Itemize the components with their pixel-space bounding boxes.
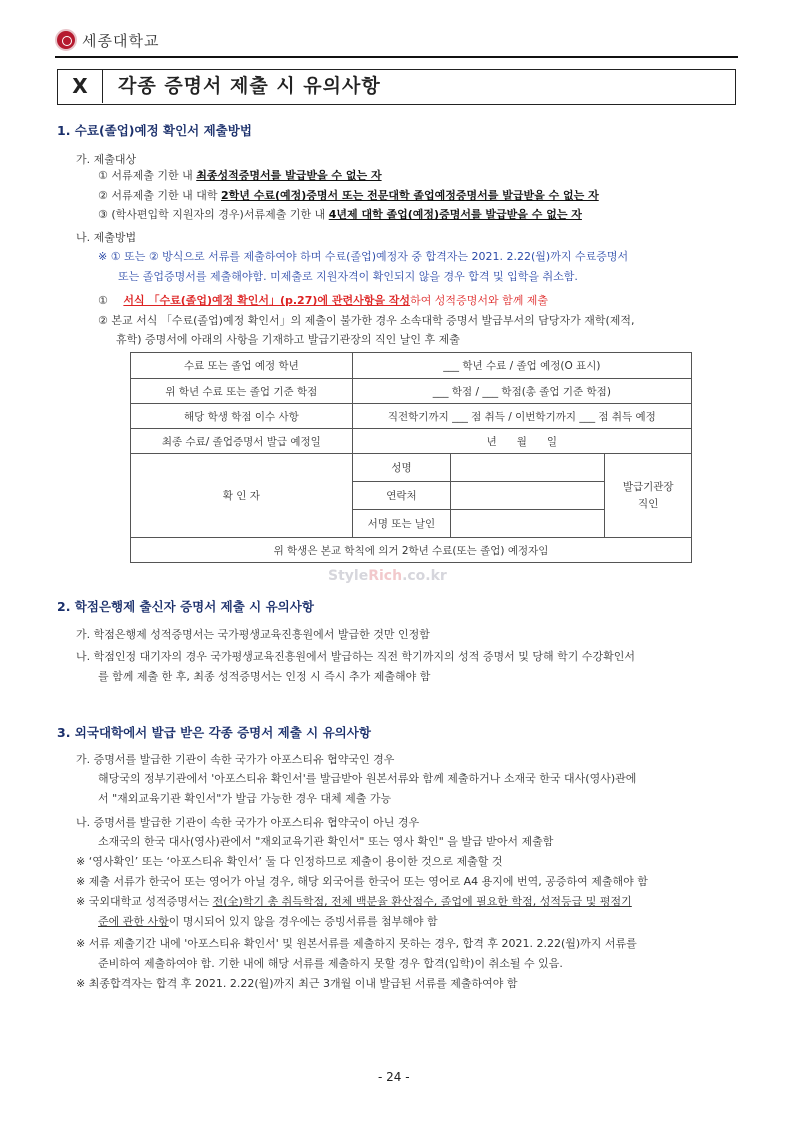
- s1-item-2: [98, 187, 599, 203]
- watermark-pre: Style: [328, 568, 369, 584]
- s3-note-5: ※ 최종합격자는 합격 후 2021. 2.22(월)까지 최근 3개월 이내 발급된 서류를 제출하여야 함: [76, 977, 518, 990]
- seal-label: 발급기관장 직인: [605, 454, 692, 538]
- s1-item-3-pre: ③ (학사편입학 지원자의 경우)서류제출 기한 내: [98, 208, 329, 221]
- s1-note-2: 또는 졸업증명서를 제출해야함. 미제출로 지원자격이 확인되지 않을 경우 합격 및 입학을 취소함.: [118, 270, 578, 283]
- page-number: - 24 -: [378, 1070, 410, 1084]
- r3-label: 해당 학생 학점 이수 사항: [131, 404, 353, 429]
- section-title-box: [57, 69, 736, 105]
- s1-item-2-bold: 2학년 수료(예정)증명서 또는 전문대학 졸업예정증명서를 발급받을 수 없는 자: [220, 189, 599, 202]
- s3-note-3: [76, 893, 632, 909]
- r1-label: 수료 또는 졸업 예정 학년: [131, 353, 353, 379]
- s1-ga: 가. 제출대상: [76, 153, 137, 166]
- university-logo: [55, 29, 77, 51]
- s1-method-1-num: ①: [98, 294, 108, 307]
- s3-note-3b-rest: 이 명시되어 있지 않을 경우에는 증빙서류를 첨부해야 함: [168, 915, 438, 928]
- section-number: X: [58, 70, 103, 103]
- s3-ga-3: 서 "재외교육기관 확인서"가 발급 가능한 경우 대체 제출 가능: [98, 792, 392, 805]
- s3-note-3b: [98, 913, 438, 929]
- s3-note-3-pre: ※ 국외대학교 성적증명서는: [76, 895, 213, 908]
- s1-item-3: [98, 206, 582, 222]
- s3-ga-1: 가. 증명서를 발급한 기관이 속한 국가가 아포스티유 협약국인 경우: [76, 753, 395, 766]
- s1-item-1: [98, 167, 382, 183]
- sign-label: 서명 또는 날인: [352, 510, 451, 538]
- r1-value: ___ 학년 수료 / 졸업 예정(O 표시): [352, 353, 691, 379]
- confirmation-form-table: [130, 352, 692, 563]
- s1-method-1-bold: 서식 「수료(졸업)예정 확인서」(p.27)에 관련사항을 작성: [123, 294, 411, 307]
- table-footer: 위 학생은 본교 학칙에 의거 2학년 수료(또는 졸업) 예정자임: [131, 538, 692, 563]
- r3-value: 직전학기까지 ___ 점 취득 / 이번학기까지 ___ 점 취득 예정: [352, 404, 691, 429]
- contact-label: 연락처: [352, 482, 451, 510]
- s1-note-1: ※ ① 또는 ② 방식으로 서류를 제출하여야 하며 수료(졸업)예정자 중 합격자는 2021. 2.22(월)까지 수료증명서: [98, 250, 629, 263]
- s3-note-1: ※ ‘영사확인’ 또는 ‘아포스티유 확인서’ 둘 다 인정하므로 제출이 용이한 것으로 제출할 것: [76, 855, 503, 868]
- s3-note-4a: ※ 서류 제출기간 내에 '아포스티유 확인서' 및 원본서류를 제출하지 못하는 경우, 합격 후 2021. 2.22(월)까지 서류를: [76, 937, 637, 950]
- s2-ga: 가. 학점은행제 성적증명서는 국가평생교육진흥원에서 발급한 것만 인정함: [76, 628, 430, 641]
- s1-item-1-bold: 최종성적증명서를 발급받을 수 없는 자: [196, 169, 382, 182]
- s1-method-1: [98, 292, 548, 308]
- watermark: [328, 568, 447, 584]
- s1-na: 나. 제출방법: [76, 231, 137, 244]
- r4-label: 최종 수료/ 졸업증명서 발급 예정일: [131, 429, 353, 454]
- header-divider: [55, 56, 738, 58]
- confirmer-label: 확 인 자: [131, 454, 353, 538]
- r4-value: 년 월 일: [352, 429, 691, 454]
- sign-field: [451, 510, 605, 538]
- s2-heading: 2. 학점은행제 출신자 증명서 제출 시 유의사항: [57, 599, 314, 614]
- university-name: 세종대학교: [82, 32, 160, 50]
- s3-ga-2: 해당국의 정부기관에서 '아포스티유 확인서'를 발급받아 원본서류와 함께 제출하거나 소재국 한국 대사(영사)관에: [98, 772, 637, 785]
- s1-item-2-pre: ② 서류제출 기한 내 대학: [98, 189, 221, 202]
- s2-na-1: 나. 학점인정 대기자의 경우 국가평생교육진흥원에서 발급하는 직전 학기까지의 성적 증명서 및 당해 학기 수강확인서: [76, 650, 635, 663]
- s1-heading: 1. 수료(졸업)예정 확인서 제출방법: [57, 123, 252, 138]
- watermark-post: .co.kr: [402, 568, 447, 584]
- s1-method-2b: 휴학) 증명서에 아래의 사항을 기재하고 발급기관장의 직인 날인 후 제출: [116, 333, 460, 346]
- s3-heading: 3. 외국대학에서 발급 받은 각종 증명서 제출 시 유의사항: [57, 725, 371, 740]
- section-title: 각종 증명서 제출 시 유의사항: [118, 75, 381, 97]
- s3-note-4b: 준비하여 제출하여야 함. 기한 내에 해당 서류를 제출하지 못할 경우 합격(입학)이 취소될 수 있음.: [98, 957, 563, 970]
- contact-field: [451, 482, 605, 510]
- r2-label: 위 학년 수료 또는 졸업 기준 학점: [131, 379, 353, 404]
- s3-na-1: 나. 증명서를 발급한 기관이 속한 국가가 아포스티유 협약국이 아닌 경우: [76, 816, 420, 829]
- name-label: 성명: [352, 454, 451, 482]
- s2-na-2: 를 함께 제출 한 후, 최종 성적증명서는 인정 시 즉시 추가 제출해야 함: [98, 670, 431, 683]
- s1-method-2a: ② 본교 서식 「수료(졸업)예정 확인서」의 제출이 불가한 경우 소속대학 증명서 발급부서의 담당자가 재학(제적,: [98, 314, 635, 327]
- name-field: [451, 454, 605, 482]
- s3-note-3-underline: 전(全)학기 총 취득학점, 전체 백분율 환산점수, 졸업에 필요한 학점, 성적등급 및 평점기: [212, 895, 632, 908]
- s1-method-1-rest: 하여 성적증명서와 함께 제출: [410, 294, 549, 307]
- s3-note-3b-underline: 준에 관한 사항: [98, 915, 169, 928]
- s1-item-3-bold: 4년제 대학 졸업(예정)증명서를 발급받을 수 없는 자: [328, 208, 582, 221]
- s3-note-2: ※ 제출 서류가 한국어 또는 영어가 아닐 경우, 해당 외국어를 한국어 또는 영어로 A4 용지에 번역, 공증하여 제출해야 함: [76, 875, 648, 888]
- s1-item-1-pre: ① 서류제출 기한 내: [98, 169, 197, 182]
- watermark-mid: Rich: [368, 568, 403, 584]
- s3-na-2: 소재국의 한국 대사(영사)관에서 "재외교육기관 확인서" 또는 영사 확인" 을 발급 받아서 제출함: [98, 835, 554, 848]
- r2-value: ___ 학점 / ___ 학점(총 졸업 기준 학점): [352, 379, 691, 404]
